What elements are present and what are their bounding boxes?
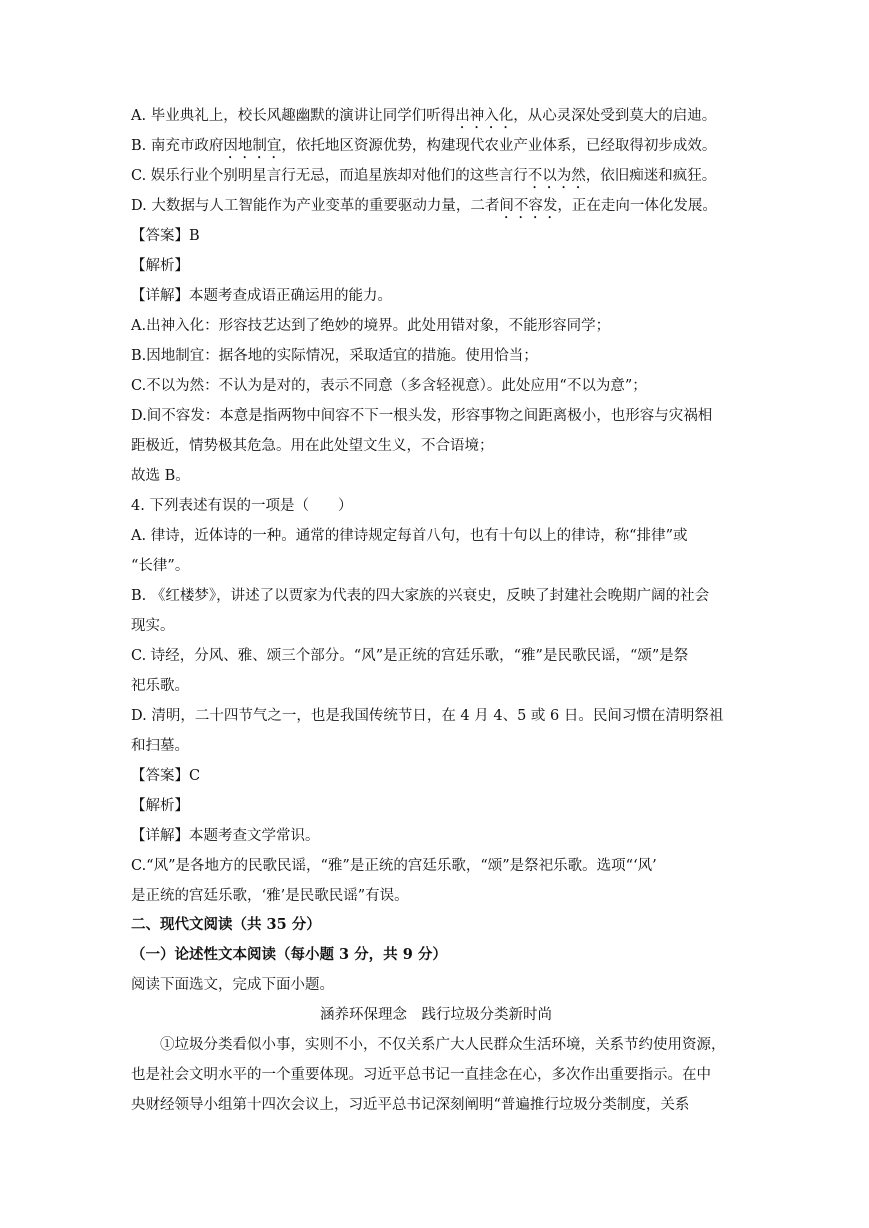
option-text: ，从心灵深处受到莫大的启迪。 xyxy=(513,108,717,124)
q4-option-a-cont: “长律”。 xyxy=(131,558,190,574)
q3-option-a xyxy=(131,106,741,132)
option-text: C. 娱乐行业个别明星言行无忌，而追星族却对他们的这些言行 xyxy=(131,168,528,184)
q3-option-d xyxy=(131,196,741,222)
q4-detail: 【详解】本题考查文学常识。 xyxy=(131,828,320,844)
q4-option-d-cont: 和扫墓。 xyxy=(131,738,189,754)
emphasized-idiom: 出神入化 xyxy=(455,108,514,124)
q4-explain: C.“风”是各地方的民歌民谣，“雅”是正统的宫廷乐歌，“颂”是祭祀乐歌。选项“‘风’ xyxy=(131,858,657,874)
q4-analysis-label: 【解析】 xyxy=(131,798,189,814)
q4-option-c-cont: 祀乐歌。 xyxy=(131,678,189,694)
q3-conclusion: 故选 B。 xyxy=(131,468,190,484)
emphasized-idiom: 间不容发 xyxy=(499,198,558,214)
q4-option-a: A. 律诗，近体诗的一种。通常的律诗规定每首八句，也有十句以上的律诗，称“排律”或 xyxy=(131,528,688,544)
passage-paragraph-line: 央财经领导小组第十四次会议上，习近平总书记深刻阐明“普遍推行垃圾分类制度，关系 xyxy=(131,1097,690,1113)
q4-option-b: B. 《红楼梦》，讲述了以贾家为代表的四大家族的兴衰史，反映了封建社会晚期广阔的社会 xyxy=(131,588,710,604)
q3-explain-d: D.间不容发：本意是指两物中间容不下一根头发，形容事物之间距离极小，也形容与灾祸相 xyxy=(131,408,713,424)
q3-explain-d-cont: 距极近，情势极其危急。用在此处望文生义，不合语境； xyxy=(131,438,494,454)
option-text: B. 南充市政府 xyxy=(131,138,224,154)
q4-option-b-cont: 现实。 xyxy=(131,618,175,634)
reading-instruction: 阅读下面选文，完成下面小题。 xyxy=(131,977,334,993)
section-heading: 二、现代文阅读（共 35 分） xyxy=(131,916,321,933)
q4-stem: 4. 下列表述有误的一项是（ ） xyxy=(131,498,353,514)
q4-answer: 【答案】C xyxy=(131,768,201,784)
option-text: ，正在走向一体化发展。 xyxy=(557,198,717,214)
passage-paragraph-line: ①垃圾分类看似小事，实则不小，不仅关系广大人民群众生活环境，关系节约使用资源， xyxy=(160,1037,726,1053)
section-subheading: （一）论述性文本阅读（每小题 3 分，共 9 分） xyxy=(131,946,447,963)
emphasized-idiom: 因地制宜 xyxy=(223,138,282,154)
q3-analysis-label: 【解析】 xyxy=(131,258,189,274)
emphasized-idiom: 不以为然 xyxy=(527,168,586,184)
option-text: D. 大数据与人工智能作为产业变革的重要驱动力量，二者 xyxy=(131,198,500,214)
q3-explain-a: A.出神入化：形容技艺达到了绝妙的境界。此处用错对象，不能形容同学； xyxy=(131,318,611,334)
q3-detail: 【详解】本题考查成语正确运用的能力。 xyxy=(131,288,392,304)
q3-explain-c: C.不以为然：不认为是对的，表示不同意（多含轻视意）。此处应用“不以为意”； xyxy=(131,378,647,394)
option-text: ，依旧痴迷和疯狂。 xyxy=(585,168,717,184)
q4-explain-cont: 是正统的宫廷乐歌，‘雅’是民歌民谣”有误。 xyxy=(131,888,409,904)
option-text: ，依托地区资源优势，构建现代农业产业体系，已经取得初步成效。 xyxy=(281,138,717,154)
q3-option-c xyxy=(131,166,741,192)
passage-title: 涵养环保理念 践行垃圾分类新时尚 xyxy=(320,1007,552,1023)
passage-paragraph-line: 也是社会文明水平的一个重要体现。习近平总书记一直挂念在心，多次作出重要指示。在中 xyxy=(131,1067,711,1083)
option-text: A. 毕业典礼上，校长风趣幽默的演讲让同学们听得 xyxy=(131,108,456,124)
q3-option-b xyxy=(131,136,741,162)
q4-option-c: C. 诗经，分风、雅、颂三个部分。“风”是正统的宫廷乐歌，“雅”是民歌民谣，“颂”是祭 xyxy=(131,648,689,664)
q3-explain-b: B.因地制宜：据各地的实际情况，采取适宜的措施。使用恰当； xyxy=(131,348,538,364)
q4-option-d: D. 清明，二十四节气之一，也是我国传统节日，在 4 月 4、5 或 6 日。民间习惯在清明祭祖 xyxy=(131,708,724,724)
q3-answer: 【答案】B xyxy=(131,228,200,244)
